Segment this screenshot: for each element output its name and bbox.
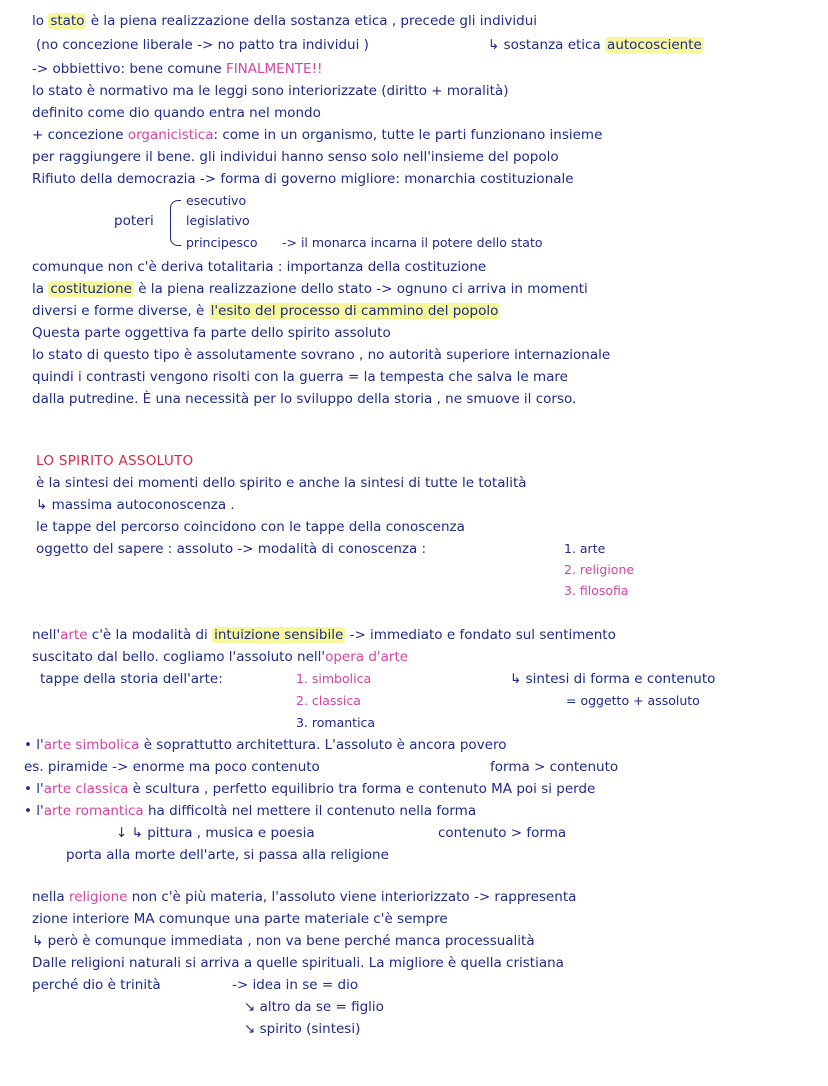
- tappa-classica: 2. classica: [296, 693, 361, 708]
- tappa-simbolica: 1. simbolica: [296, 671, 372, 686]
- stato-line-4: lo stato è normativo ma le leggi sono interiorizzate (diritto + moralità): [32, 83, 509, 99]
- modalita-arte: 1. arte: [564, 541, 606, 556]
- arte-line-1: nell'arte c'è la modalità di intuizione sensibile -> immediato e fondato sul sentimento: [32, 627, 616, 643]
- spirito-line-4: oggetto del sapere : assoluto -> modalità di conoscenza :: [36, 541, 427, 557]
- trinita-figlio: ↘ altro da se = figlio: [244, 999, 384, 1015]
- stato-line-10: la costituzione è la piena realizzazione dello stato -> ognuno ci arriva in momenti: [32, 281, 588, 297]
- stato-line-2: (no concezione liberale -> no patto tra individui ): [36, 37, 369, 53]
- section-title-spirito-assoluto: LO SPIRITO ASSOLUTO: [36, 453, 194, 469]
- religione-line-1: nella religione non c'è più materia, l'assoluto viene interiorizzato -> rappresenta: [32, 889, 577, 905]
- arte-line-morte: porta alla morte dell'arte, si passa alla religione: [66, 847, 389, 863]
- trinita-dio: -> idea in se = dio: [232, 977, 359, 993]
- stato-line-8: Rifiuto della democrazia -> forma di governo migliore: monarchia costituzionale: [32, 171, 574, 187]
- stato-line-12: Questa parte oggettiva fa parte dello spirito assoluto: [32, 325, 391, 341]
- tappa-romantica: 3. romantica: [296, 715, 376, 730]
- arte-line-pittura: ↓ ↳ pittura , musica e poesia: [116, 825, 315, 841]
- stato-line-2-note: ↳ sostanza etica autocosciente: [488, 37, 702, 53]
- stato-line-6: + concezione organicistica: come in un organismo, tutte le parti funzionano insieme: [32, 127, 603, 143]
- stato-line-5: definito come dio quando entra nel mondo: [32, 105, 321, 121]
- arte-bullet-classica: • l'arte classica è scultura , perfetto equilibrio tra forma e contenuto MA poi si perde: [24, 781, 596, 797]
- modalita-filosofia: 3. filosofia: [564, 583, 629, 598]
- highlight-stato: stato: [50, 13, 85, 29]
- poteri-brace: [170, 200, 181, 246]
- stato-line-14: quindi i contrasti vengono risolti con la guerra = la tempesta che salva le mare: [32, 369, 568, 385]
- poteri-label: poteri: [114, 213, 154, 229]
- arte-forma-contenuto-1: forma > contenuto: [490, 759, 619, 775]
- stato-line-13: lo stato di questo tipo è assolutamente sovrano , no autorità superiore internazionale: [32, 347, 611, 363]
- arte-sintesi-2: = oggetto + assoluto: [566, 693, 700, 708]
- arte-line-2: suscitato dal bello. cogliamo l'assoluto nell'opera d'arte: [32, 649, 409, 665]
- poteri-note: -> il monarca incarna il potere dello stato: [282, 235, 543, 250]
- stato-line-3: -> obbiettivo: bene comune FINALMENTE!!: [32, 61, 323, 77]
- stato-line-1: lo stato è la piena realizzazione della sostanza etica , precede gli individui: [32, 13, 538, 29]
- spirito-line-2: ↳ massima autoconoscenza .: [36, 497, 235, 513]
- religione-line-5: perché dio è trinità: [32, 977, 161, 993]
- religione-line-2: zione interiore MA comunque una parte materiale c'è sempre: [32, 911, 448, 927]
- stato-line-9: comunque non c'è deriva totalitaria : importanza della costituzione: [32, 259, 487, 275]
- arte-bullet-simbolica: • l'arte simbolica è soprattutto architettura. L'assoluto è ancora povero: [24, 737, 507, 753]
- arte-forma-contenuto-2: contenuto > forma: [438, 825, 567, 841]
- arte-bullet-romantica: • l'arte romantica ha difficoltà nel mettere il contenuto nella forma: [24, 803, 477, 819]
- spirito-line-3: le tappe del percorso coincidono con le tappe della conoscenza: [36, 519, 465, 535]
- arte-sintesi-1: ↳ sintesi di forma e contenuto: [510, 671, 716, 687]
- arte-line-3: tappe della storia dell'arte:: [40, 671, 223, 687]
- stato-line-11: diversi e forme diverse, è l'esito del processo di cammino del popolo: [32, 303, 499, 319]
- modalita-religione: 2. religione: [564, 562, 635, 577]
- religione-line-3: ↳ però è comunque immediata , non va bene perché manca processualità: [32, 933, 535, 949]
- potere-principesco: principesco: [186, 235, 258, 250]
- stato-line-7: per raggiungere il bene. gli individui hanno senso solo nell'insieme del popolo: [32, 149, 559, 165]
- trinita-spirito: ↘ spirito (sintesi): [244, 1021, 361, 1037]
- potere-esecutivo: esecutivo: [186, 193, 247, 208]
- spirito-line-1: è la sintesi dei momenti dello spirito e anche la sintesi di tutte le totalità: [36, 475, 527, 491]
- potere-legislativo: legislativo: [186, 213, 250, 228]
- stato-line-15: dalla putredine. È una necessità per lo sviluppo della storia , ne smuove il corso.: [32, 391, 577, 407]
- arte-line-piramide: es. piramide -> enorme ma poco contenuto: [24, 759, 320, 775]
- religione-line-4: Dalle religioni naturali si arriva a quelle spirituali. La migliore è quella cristiana: [32, 955, 564, 971]
